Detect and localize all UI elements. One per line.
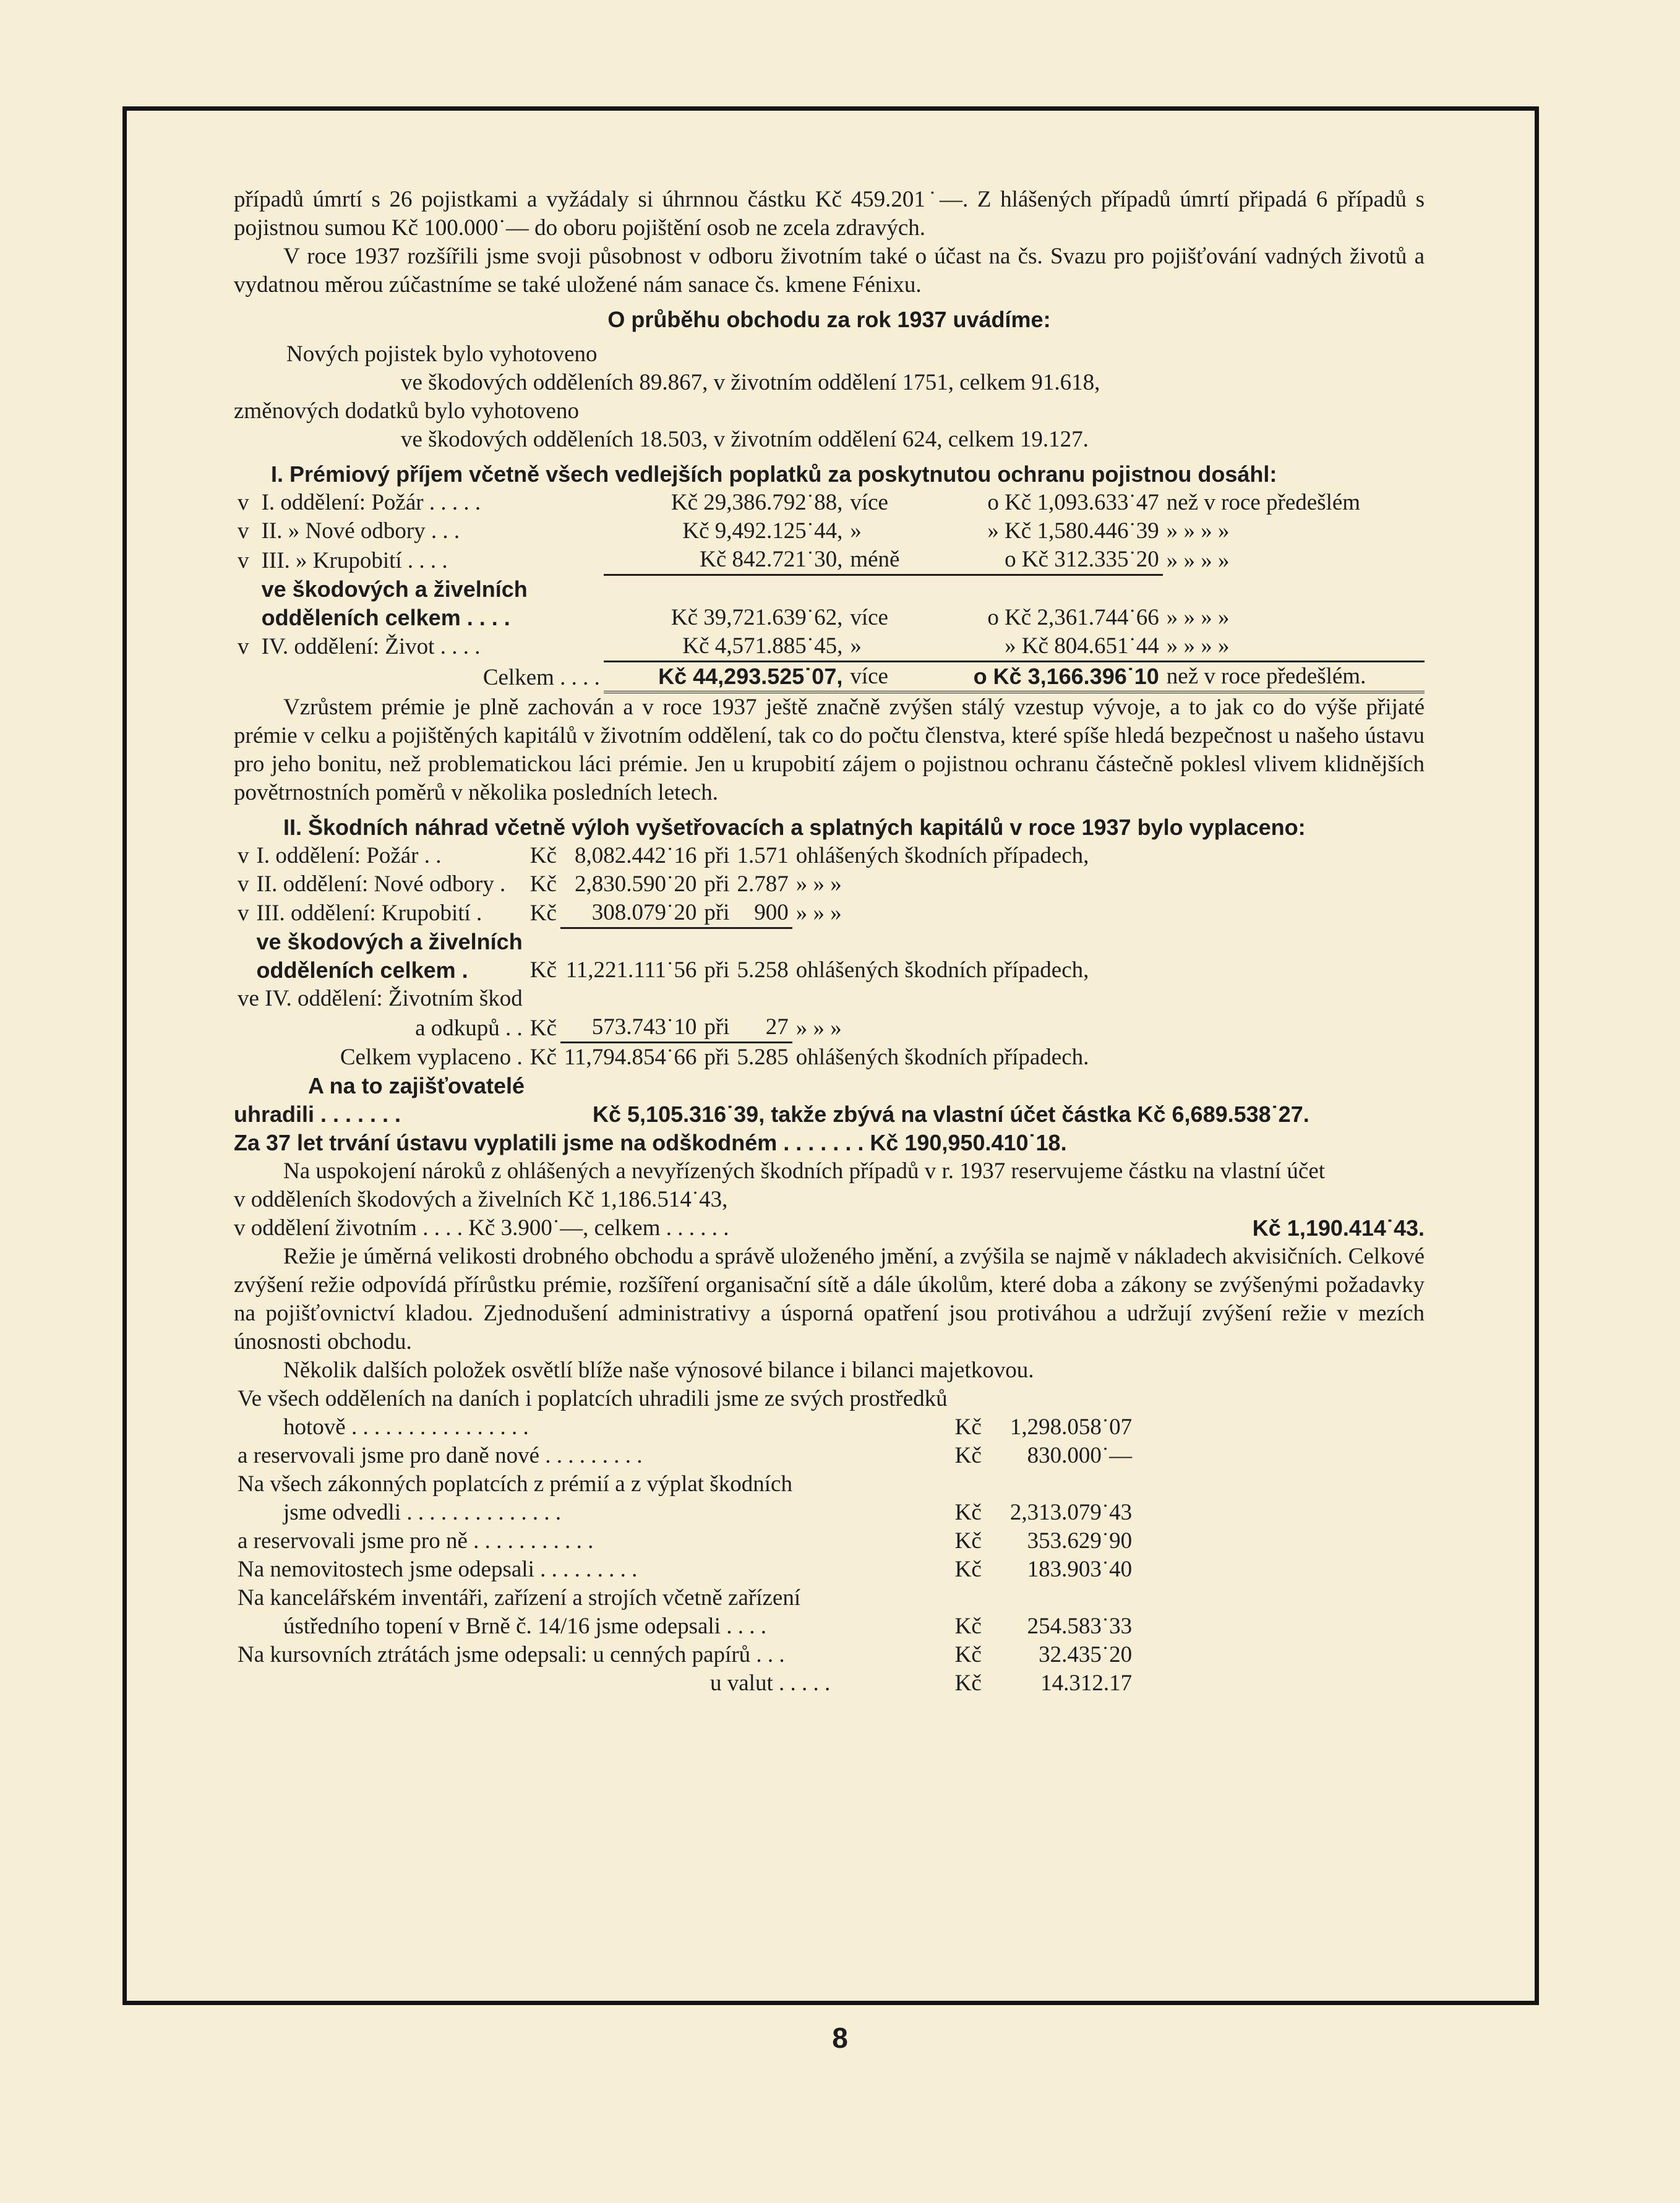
premium-amount: Kč 39,721.639˙62, (671, 604, 843, 630)
premium-subtotal-row (234, 604, 1425, 632)
premium-comparison: » » » » (1163, 632, 1425, 662)
balance-currency (951, 1584, 985, 1612)
claims-currency: Kč (529, 871, 557, 897)
claims-department: I. oddělení: Požár . . (256, 842, 442, 868)
claims-amount: 2,830.590˙20 (575, 871, 697, 897)
claims-cell: při (704, 842, 730, 868)
reinsurance-label: A na to zajišťovatelé (308, 1073, 525, 1098)
years-total: Za 37 let trvání ústavu vyplatili jsme na odškodném . . . . . . . Kč 190,950.410˙18. (234, 1130, 1067, 1155)
premium-department: III. » Krupobití . . . . (261, 547, 448, 573)
claims-amount: 11,794.854˙66 (564, 1045, 697, 1070)
claims-cell: při (704, 957, 730, 983)
balance-amount (985, 1385, 1136, 1413)
claims-life-row (234, 1013, 1092, 1043)
claims-currency: Kč (529, 1015, 557, 1041)
claims-title: II. Škodních náhrad včetně výloh vyšetřovacích a splatných kapitálů v roce 1937 bylo vyplaceno: (283, 814, 1306, 840)
claims-row (234, 870, 1092, 899)
premium-table (234, 489, 1425, 693)
new-policies-line: ve škodových odděleních 18.503, v životním oddělení 624, celkem 19.127. (401, 427, 1089, 452)
claims-life-label: ve IV. oddělení: Životním škod (238, 986, 523, 1011)
premium-change: o Kč 312.335˙20 (919, 545, 1163, 575)
premium-row (234, 545, 1425, 575)
balance-row (234, 1612, 1136, 1641)
balance-amount: 353.629˙90 (1027, 1528, 1133, 1554)
claims-amount: 308.079˙20 (560, 899, 700, 928)
balance-currency: Kč (954, 1557, 982, 1582)
premium-subtotal-label: ve škodových a živelních (261, 576, 528, 602)
balance-row (234, 1413, 1136, 1442)
premium-amount: Kč 842.721˙30, (604, 545, 846, 575)
intro-paragraph-2: V roce 1937 rozšířili jsme svoji působnost v odboru životním také o účast na čs. Svazu pro pojišťování vadných životů a vydatnou měrou zúčastníme se také uložené nám sanace čs. kmene Fénixu. (234, 244, 1425, 297)
claims-cell: při (704, 1045, 730, 1070)
reserve-line: v odděleních škodových a živelních Kč 1,186.514˙43, (234, 1187, 728, 1212)
premium-direction: více (846, 661, 919, 692)
premium-title: I. Prémiový příjem včetně všech vedlejších poplatků za poskytnutou ochranu pojistnou dosáhl: (271, 461, 1277, 487)
premium-department: I. oddělení: Požár . . . . . (261, 490, 481, 515)
balance-label: a reservovali jsme pro ně . . . . . . . . . . . (238, 1528, 594, 1554)
claims-amount: 11,221.111˙56 (565, 957, 697, 983)
premium-comparison: než v roce předešlém (1166, 490, 1361, 515)
balance-amount (985, 1584, 1136, 1612)
premium-comparison: » » » » (1166, 518, 1230, 544)
premium-comparison: » » » » (1166, 604, 1230, 630)
claims-table (234, 842, 1092, 1072)
premium-total-amount: Kč 44,293.525˙07, (604, 661, 846, 692)
claims-cell: v (238, 900, 249, 926)
claims-currency: Kč (529, 842, 557, 868)
premium-cell: v (238, 490, 249, 515)
premium-amount: Kč 9,492.125˙44, (682, 518, 843, 544)
balance-currency (951, 1470, 985, 1499)
balance-row (234, 1555, 1136, 1584)
balance-label: Na kursovních ztrátách jsme odepsali: u cenných papírů . . . (238, 1642, 785, 1667)
claims-description: ohlášených škodních případech, (795, 842, 1089, 868)
claims-count: 1.571 (737, 842, 789, 868)
balance-currency: Kč (954, 1614, 982, 1639)
balance-table (234, 1385, 1136, 1698)
costs-paragraph: Režie je úměrná velikosti drobného obchodu a správě uloženého jmění, a zvýšila se najmě v nákladech akvisičních. Celkové zvýšení režie odpovídá přírůstku prémie, rozšíření organisační sítě a dále úkolům, které doba a zákony se zvýšenými požadavky na pojišťovnictví kladou. Zjednodušení administrativy a úsporná opatření jsou protiváhou a udržují zvýšení režie v mezích únosnosti obchodu. (234, 1244, 1425, 1354)
claims-description: » » » (795, 900, 842, 926)
balance-row (234, 1641, 1136, 1669)
balance-currency: Kč (954, 1443, 982, 1468)
claims-subtotal-label: odděleních celkem . (256, 957, 468, 983)
premium-cell: v (238, 518, 249, 544)
balance-currency: Kč (954, 1500, 982, 1525)
claims-count: 5.258 (737, 957, 789, 983)
claims-department: III. oddělení: Krupobití . (256, 900, 482, 926)
balance-label: ústředního topení v Brně č. 14/16 jsme odepsali . . . . (283, 1614, 766, 1639)
claims-department: II. oddělení: Nové odbory . (256, 871, 506, 897)
claims-amount: 573.743˙10 (560, 1013, 700, 1043)
new-policies-line: změnových dodatků bylo vyhotoveno (234, 398, 579, 424)
balance-label: Na všech zákonných poplatcích z prémií a z výplat škodních (238, 1471, 792, 1497)
balance-row (234, 1470, 1136, 1499)
claims-description: » » » (795, 871, 842, 897)
balance-label: Na nemovitostech jsme odepsali . . . . . . . . . (238, 1557, 638, 1582)
claims-count: 27 (733, 1013, 792, 1043)
section-heading: O průběhu obchodu za rok 1937 uvádíme: (607, 307, 1051, 332)
claims-life-label: a odkupů . . (415, 1015, 523, 1041)
premium-change: » Kč 804.651˙44 (919, 632, 1163, 662)
balance-row (234, 1499, 1136, 1527)
new-policies-line: ve škodových odděleních 89.867, v životním oddělení 1751, celkem 91.618, (401, 370, 1100, 395)
claims-cell: v (238, 871, 249, 897)
page-number: 8 (832, 2022, 848, 2054)
claims-count: 2.787 (737, 871, 789, 897)
claims-cell: při (704, 871, 730, 897)
new-policies-block (234, 340, 1425, 454)
premium-total-change: o Kč 3,166.396˙10 (919, 661, 1163, 692)
claims-cell: při (700, 1013, 733, 1043)
balance-label: Ve všech odděleních na daních i poplatcích uhradili jsme ze svých prostředků (238, 1386, 948, 1411)
claims-cell: při (700, 899, 733, 928)
premium-change: » Kč 1,580.446˙39 (987, 518, 1159, 544)
premium-comment: Vzrůstem prémie je plně zachován a v roce 1937 ještě značně zvýšen stálý vzestup vývoje, a to jak co do výše přijaté prémie v celku a pojištěných kapitálů v životním oddělení, tak co do počtu členstva, které spíše hledá bezpečnost u našeho ústavu pro jeho bonitu, než problematickou láci prémie. Jen u krupobití zájem o pojistnou ochranu částečně poklesl vlivem klidnějších povětrnostních poměrů v několika posledních letech. (234, 694, 1425, 805)
claims-description: ohlášených škodních případech. (795, 1045, 1089, 1070)
premium-department: IV. oddělení: Život . . . . (261, 634, 481, 659)
premium-total-row (234, 661, 1425, 692)
claims-cell: v (238, 842, 249, 868)
balance-amount: 14.312.17 (1040, 1670, 1133, 1696)
balance-label: jsme odvedli . . . . . . . . . . . . . . (283, 1500, 562, 1525)
balance-amount: 254.583˙33 (1027, 1614, 1133, 1639)
claims-description: » » » (795, 1015, 842, 1041)
premium-change: o Kč 1,093.633˙47 (987, 490, 1159, 515)
premium-direction: » (850, 518, 862, 544)
reserve-total: Kč 1,190.414˙43. (1252, 1215, 1425, 1241)
reserve-intro: Na uspokojení nároků z ohlášených a nevyřízených škodních případů v r. 1937 reservujeme částku na vlastní účet (283, 1158, 1326, 1184)
balance-row (234, 1385, 1136, 1413)
balance-amount: 32.435˙20 (1039, 1642, 1133, 1667)
reinsurance-label: uhradili . . . . . . . (234, 1102, 401, 1127)
claims-row (234, 842, 1092, 870)
document-body (234, 186, 1425, 1698)
balance-currency: Kč (954, 1528, 982, 1554)
claims-subtotal-row (234, 956, 1092, 985)
balance-currency (951, 1385, 985, 1413)
claims-currency: Kč (529, 957, 557, 983)
reinsurance-amounts: Kč 5,105.316˙39, takže zbývá na vlastní účet částka Kč 6,689.538˙27. (593, 1102, 1309, 1127)
premium-life-row (234, 632, 1425, 662)
claims-row (234, 899, 1092, 928)
premium-department: II. » Nové odbory . . . (261, 518, 460, 544)
claims-currency: Kč (529, 1045, 557, 1070)
claims-description: ohlášených škodních případech, (795, 957, 1089, 983)
balance-row (234, 1669, 1136, 1698)
balance-amount: 2,313.079˙43 (1009, 1500, 1133, 1525)
premium-amount: Kč 29,386.792˙88, (671, 490, 843, 515)
premium-row (234, 517, 1425, 545)
balance-currency: Kč (954, 1642, 982, 1667)
premium-comparison: než v roce předešlém. (1163, 661, 1425, 692)
balance-currency: Kč (954, 1414, 982, 1440)
balance-intro: Několik dalších položek osvětlí blíže naše výnosové bilance i bilanci majetkovou. (283, 1358, 1034, 1383)
reserve-line: v oddělení životním . . . . Kč 3.900˙—, celkem . . . . . . (234, 1215, 729, 1241)
balance-amount (985, 1470, 1136, 1499)
balance-row (234, 1527, 1136, 1555)
balance-row (234, 1584, 1136, 1612)
premium-direction: » (846, 632, 919, 662)
premium-cell: v (238, 634, 249, 659)
premium-row (234, 489, 1425, 517)
balance-label: u valut . . . . . (710, 1670, 831, 1696)
balance-amount: 1,298.058˙07 (1009, 1414, 1133, 1440)
intro-paragraph-1: případů úmrtí s 26 pojistkami a vyžádaly si úhrnnou částku Kč 459.201˙—. Z hlášených případů úmrtí připadá 6 případů s pojistnou sumou Kč 100.000˙— do oboru pojištění osob ne zcela zdravých. (234, 187, 1425, 241)
premium-direction: více (850, 604, 888, 630)
premium-direction: více (850, 490, 888, 515)
claims-total-row (234, 1043, 1092, 1072)
claims-amount: 8,082.442˙16 (575, 842, 697, 868)
balance-amount: 830.000˙— (1027, 1443, 1133, 1468)
balance-label: a reservovali jsme pro daně nové . . . . . . . . . (238, 1443, 643, 1468)
claims-total-label: Celkem vyplaceno . (340, 1045, 523, 1070)
balance-currency: Kč (954, 1670, 982, 1696)
claims-subtotal-label: ve škodových a živelních (256, 929, 523, 954)
premium-subtotal-label: odděleních celkem . . . . (261, 604, 510, 630)
premium-total-label: Celkem . . . . (482, 664, 600, 690)
claims-count: 900 (733, 899, 792, 928)
premium-amount: Kč 4,571.885˙45, (604, 632, 846, 662)
premium-comparison: » » » » (1166, 547, 1230, 573)
premium-change: o Kč 2,361.744˙66 (987, 604, 1159, 630)
balance-row (234, 1442, 1136, 1470)
premium-cell: v (238, 547, 249, 573)
balance-label: hotově . . . . . . . . . . . . . . . . (283, 1414, 529, 1440)
premium-direction: méně (846, 545, 919, 575)
balance-amount: 183.903˙40 (1027, 1557, 1133, 1582)
balance-label: Na kancelářském inventáři, zařízení a strojích včetně zařízení (238, 1585, 801, 1611)
claims-count: 5.285 (737, 1045, 789, 1070)
claims-currency: Kč (529, 900, 557, 926)
new-policies-line: Nových pojistek bylo vyhotoveno (286, 341, 598, 367)
